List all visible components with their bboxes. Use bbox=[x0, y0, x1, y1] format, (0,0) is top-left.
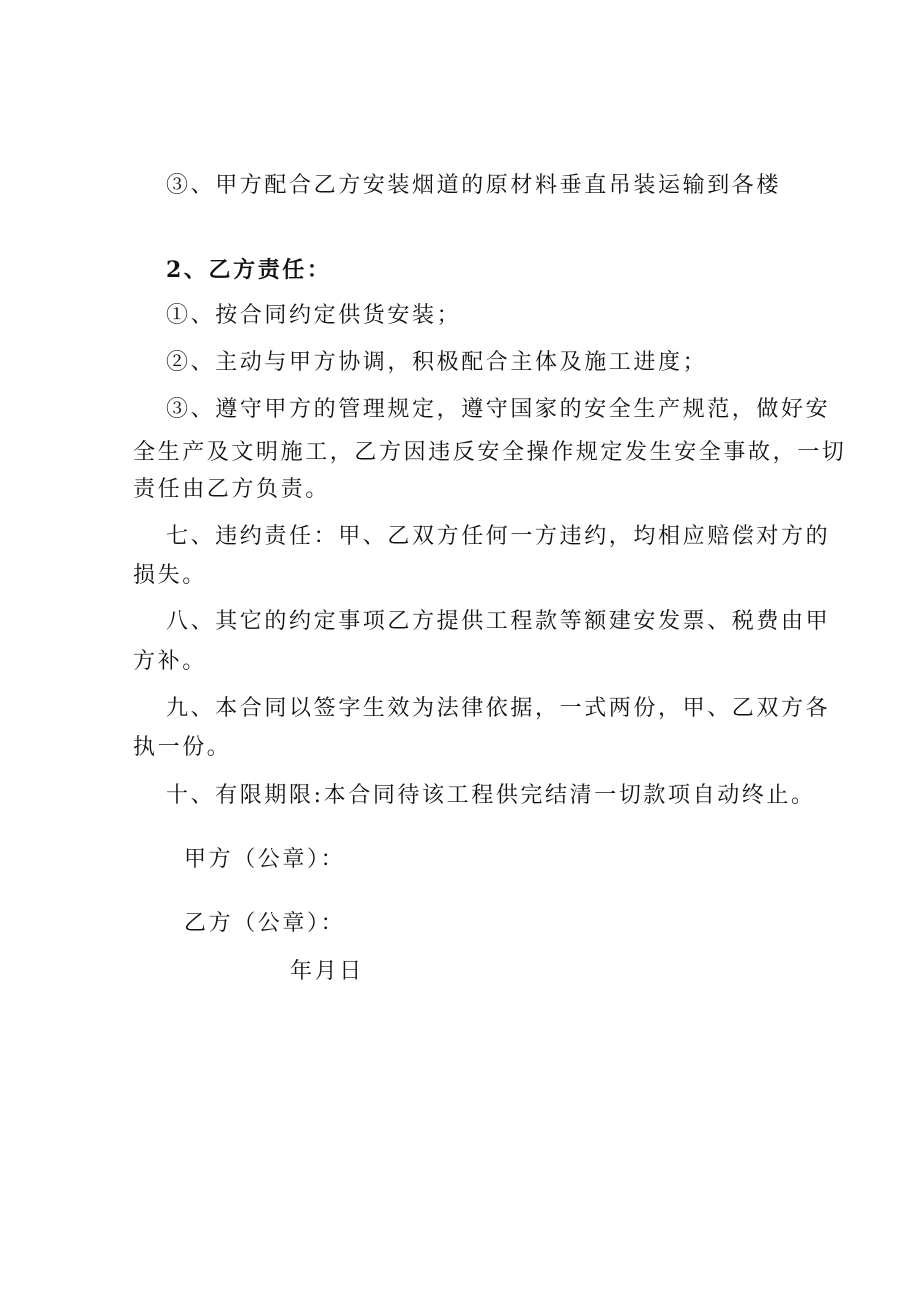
party-b-item-3-line-2: 全生产及文明施工，乙方因违反安全操作规定发生安全事故，一切 bbox=[133, 440, 847, 465]
clause-8-line-1: 八、其它的约定事项乙方提供工程款等额建安发票、税费由甲 bbox=[166, 609, 831, 634]
clause-9-line-1: 九、本合同以签字生效为法律依据，一式两份，甲、乙双方各 bbox=[166, 696, 831, 721]
signing-date: 年月日 bbox=[290, 959, 364, 984]
party-b-responsibility-heading: 2、乙方责任： bbox=[166, 257, 332, 283]
party-b-item-2: ②、主动与甲方协调，积极配合主体及施工进度； bbox=[166, 350, 708, 375]
party-b-item-3-line-1: ③、遵守甲方的管理规定，遵守国家的安全生产规范，做好安 bbox=[166, 397, 831, 422]
clause-8-line-2: 方补。 bbox=[133, 649, 207, 674]
clause-9-line-2: 执一份。 bbox=[133, 735, 232, 760]
party-b-item-1: ①、按合同约定供货安装； bbox=[166, 303, 462, 328]
party-a-seal-label: 甲方（公章）： bbox=[184, 847, 346, 872]
clause-10-line-1: 十、有限期限:本合同待该工程供完结清一切款项自动终止。 bbox=[166, 783, 816, 808]
responsibility-item-3: ③、甲方配合乙方安装烟道的原材料垂直吊装运输到各楼 bbox=[166, 173, 782, 198]
clause-7-line-1: 七、违约责任：甲、乙双方任何一方违约，均相应赔偿对方的 bbox=[166, 524, 831, 549]
clause-7-line-2: 损失。 bbox=[133, 563, 207, 588]
party-b-seal-label: 乙方（公章）： bbox=[184, 911, 346, 936]
party-b-item-3-line-3: 责任由乙方负责。 bbox=[133, 477, 330, 502]
